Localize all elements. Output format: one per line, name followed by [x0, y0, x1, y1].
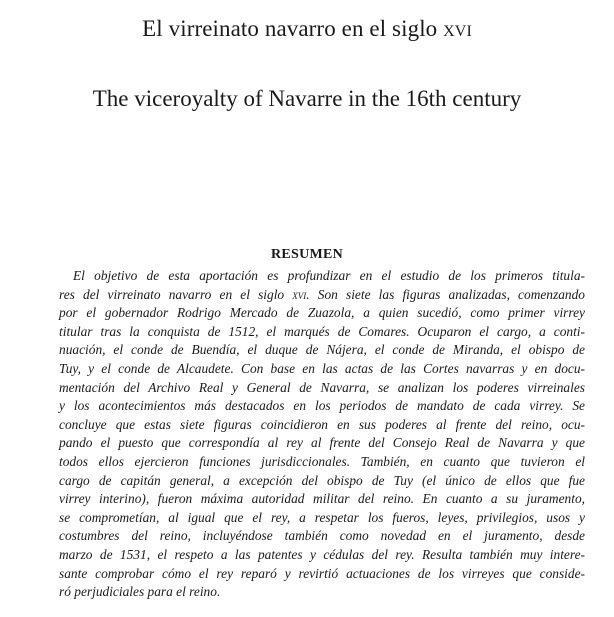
abstract-line: titular tras la conquista de 1512, el marqués de Comares. Ocuparon el cargo, a conti-: [59, 323, 585, 339]
title-english: The viceroyalty of Navarre in the 16th century: [92, 86, 522, 111]
title-spanish-main: El virreinato navarro en el siglo: [142, 16, 438, 41]
abstract-line: res del virreinato navarro en el siglo xvi. Son siete las figuras analizadas, comenzando: [59, 286, 585, 302]
abstract-line: y los acontecimientos más destacados en los periodos de mandato de cada virrey. Se: [59, 398, 585, 414]
abstract-line: se comprometían, al igual que el rey, a respetar los fueros, leyes, privilegios, usos y: [59, 509, 585, 525]
abstract-line: sante comprobar cómo el rey reparó y revirtió actuaciones de los virreyes que conside-: [59, 565, 585, 581]
abstract-line: nuación, el conde de Buendía, el duque de Nájera, el conde de Miranda, el obispo de: [59, 342, 585, 358]
abstract-line: ró perjudiciales para el reino.: [59, 584, 221, 600]
title-spanish: [0, 14, 614, 44]
abstract-heading: RESUMEN: [270, 247, 344, 262]
abstract-line: cargo de capitán general, a excepción del obispo de Tuy (el único de ellos que fue: [59, 472, 585, 488]
abstract-line: costumbres del reino, incluyéndose también como novedad en el juramento, desde: [59, 528, 585, 544]
abstract-line: todos ellos ejercieron funciones jurisdiccionales. También, en cuanto que tuvieron el: [59, 453, 585, 469]
abstract-line: El objetivo de esta aportación es profundizar en el estudio de los primeros titula-: [73, 268, 585, 283]
abstract-body: [59, 267, 585, 602]
abstract-line: por el gobernador Rodrigo Mercado de Zuazola, a quien sucedió, como primer virrey: [59, 305, 585, 321]
abstract-line: mentación del Archivo Real y General de Navarra, se analizan los poderes virreinales: [59, 379, 585, 395]
title-spanish-century: xvi: [443, 16, 472, 41]
abstract-line: marzo de 1531, el respeto a las patentes y cédulas del rey. Resulta también muy intere-: [59, 546, 585, 562]
abstract-line: pando el puesto que correspondía al rey al frente del Consejo Real de Navarra y que: [59, 435, 585, 451]
abstract-line: Tuy, y el conde de Alcaudete. Con base en las actas de las Cortes navarras y en docu-: [59, 360, 585, 376]
abstract-line: virrey interino), fueron máxima autoridad militar del reino. En cuanto a su juramento,: [59, 491, 585, 507]
abstract-line: concluye que estas siete figuras coincidieron en sus poderes al frente del reino, ocu-: [59, 416, 585, 432]
